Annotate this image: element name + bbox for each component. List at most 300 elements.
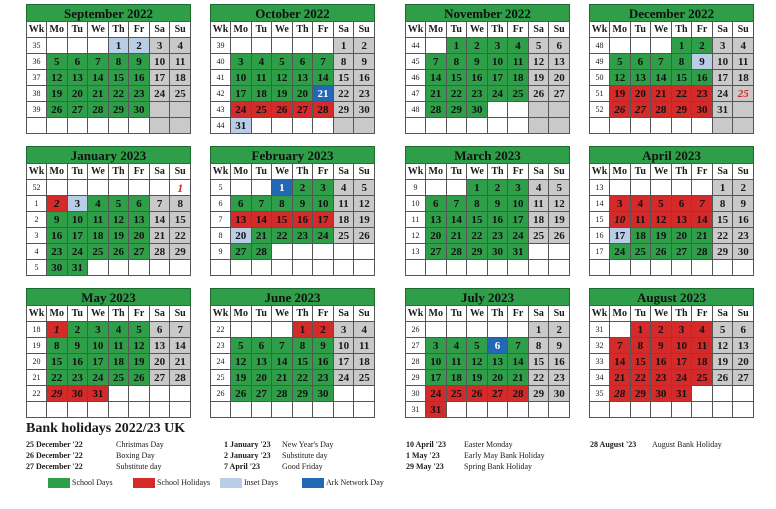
day-cell: [129, 196, 150, 212]
month-calendar: [405, 4, 570, 134]
day-number: 6: [299, 55, 306, 68]
week-number: 48: [590, 38, 610, 54]
day-cell: [712, 244, 733, 260]
week-number: 34: [590, 370, 610, 386]
bank-holiday-row: [26, 439, 164, 450]
day-cell: [630, 244, 651, 260]
day-cell: [292, 322, 313, 338]
day-cell: [67, 244, 88, 260]
day-number: 14: [430, 71, 442, 84]
weekday-header: Tu: [251, 164, 272, 180]
week-number: 9: [211, 244, 231, 260]
day-cell: [292, 228, 313, 244]
week-number: 39: [211, 38, 231, 54]
day-cell: [333, 38, 354, 54]
day-number: 20: [737, 355, 749, 368]
weekday-header: We: [272, 306, 293, 322]
week-row: [406, 180, 570, 196]
bank-holiday-date: 28 August '23: [590, 440, 637, 449]
day-cell: [630, 102, 651, 118]
day-cell: [610, 322, 631, 338]
day-cell: [88, 86, 109, 102]
day-number: 6: [494, 339, 501, 352]
day-cell: [671, 370, 692, 386]
legend-swatch: [133, 478, 155, 488]
day-number: 19: [614, 87, 626, 100]
day-cell: [712, 338, 733, 354]
day-cell: [231, 370, 252, 386]
month-calendar: [589, 288, 754, 418]
day-number: 13: [71, 71, 83, 84]
day-number: 22: [296, 371, 308, 384]
day-number: 12: [717, 339, 729, 352]
day-cell: [251, 38, 272, 54]
day-number: 27: [235, 245, 247, 258]
day-cell: [733, 402, 754, 418]
week-row: [590, 102, 754, 118]
day-number: 13: [296, 71, 308, 84]
day-number: 24: [491, 87, 503, 100]
day-number: 28: [614, 387, 626, 400]
day-number: 26: [276, 103, 288, 116]
day-number: 4: [340, 181, 347, 194]
weekday-header: Sa: [712, 306, 733, 322]
day-cell: [487, 260, 508, 276]
day-number: 30: [358, 103, 370, 116]
day-number: 30: [696, 103, 708, 116]
day-cell: [67, 86, 88, 102]
day-cell: [129, 212, 150, 228]
day-cell: [692, 212, 713, 228]
day-cell: [549, 86, 570, 102]
week-row: [590, 370, 754, 386]
legend-item: [133, 478, 210, 488]
day-number: 4: [740, 39, 746, 52]
week-row: [27, 338, 191, 354]
weekday-header: We: [88, 306, 109, 322]
weekday-header: Sa: [149, 22, 170, 38]
day-cell: [733, 196, 754, 212]
day-number: 17: [235, 87, 247, 100]
day-number: 17: [675, 355, 687, 368]
day-cell: [272, 260, 293, 276]
day-cell: [426, 402, 447, 418]
day-cell: [170, 370, 191, 386]
week-number: 39: [27, 102, 47, 118]
weekday-header: Mo: [426, 22, 447, 38]
day-number: 27: [491, 387, 503, 400]
day-cell: [67, 322, 88, 338]
day-number: 17: [614, 229, 626, 242]
day-cell: [108, 386, 129, 402]
day-cell: [528, 118, 549, 134]
day-number: 6: [136, 197, 142, 210]
weekday-header: Tu: [630, 164, 651, 180]
day-cell: [272, 118, 293, 134]
day-cell: [692, 102, 713, 118]
day-cell: [528, 212, 549, 228]
day-cell: [528, 244, 549, 260]
week-number: 40: [211, 54, 231, 70]
day-number: 22: [112, 87, 124, 100]
day-cell: [251, 386, 272, 402]
bank-holiday-name: Substitute day: [116, 462, 162, 471]
day-number: 21: [614, 371, 626, 384]
day-cell: [354, 196, 375, 212]
day-number: 31: [675, 387, 687, 400]
day-cell: [47, 118, 68, 134]
day-cell: [67, 228, 88, 244]
bank-holiday-date: 2 January '23: [224, 451, 271, 460]
day-cell: [231, 338, 252, 354]
day-cell: [170, 86, 191, 102]
week-number: 31: [590, 322, 610, 338]
day-number: 18: [174, 71, 186, 84]
week-row: [27, 180, 191, 196]
day-cell: [426, 54, 447, 70]
day-number: 5: [238, 339, 244, 352]
day-cell: [508, 196, 529, 212]
weekday-header: Mo: [47, 164, 68, 180]
week-number: 50: [590, 70, 610, 86]
day-cell: [426, 212, 447, 228]
day-number: 16: [358, 71, 370, 84]
day-number: 3: [433, 339, 439, 352]
day-number: 9: [556, 339, 562, 352]
week-number: 5: [27, 260, 47, 276]
day-number: 11: [113, 339, 124, 352]
month-calendar: [589, 4, 754, 134]
day-cell: [272, 228, 293, 244]
day-cell: [313, 354, 334, 370]
day-cell: [651, 370, 672, 386]
day-cell: [446, 260, 467, 276]
day-cell: [292, 180, 313, 196]
day-number: 18: [696, 355, 708, 368]
day-number: 12: [471, 355, 483, 368]
day-number: 6: [156, 323, 163, 336]
day-number: 21: [276, 371, 288, 384]
day-cell: [313, 180, 334, 196]
day-number: 1: [474, 181, 480, 194]
day-cell: [313, 38, 334, 54]
day-number: 14: [614, 355, 626, 368]
day-cell: [610, 386, 631, 402]
day-number: 19: [655, 229, 667, 242]
weekday-header: Su: [354, 306, 375, 322]
day-cell: [712, 212, 733, 228]
day-number: 19: [533, 71, 545, 84]
day-number: 8: [453, 55, 460, 68]
day-number: 13: [737, 339, 749, 352]
week-number: 44: [406, 38, 426, 54]
day-number: 25: [174, 87, 186, 100]
week-row: [590, 354, 754, 370]
day-cell: [651, 386, 672, 402]
day-number: 8: [637, 339, 644, 352]
day-cell: [292, 118, 313, 134]
day-cell: [692, 54, 713, 70]
day-number: 13: [133, 213, 145, 226]
day-cell: [651, 86, 672, 102]
day-number: 9: [494, 197, 501, 210]
day-cell: [671, 102, 692, 118]
day-number: 7: [258, 197, 265, 210]
weekday-header: Su: [549, 306, 570, 322]
month-title: August 2023: [589, 288, 754, 305]
weekday-header: Th: [108, 306, 129, 322]
day-cell: [231, 70, 252, 86]
day-cell: [333, 212, 354, 228]
day-number: 22: [174, 229, 186, 242]
week-row: [590, 38, 754, 54]
day-cell: [610, 180, 631, 196]
day-cell: [354, 180, 375, 196]
day-cell: [487, 54, 508, 70]
day-number: 29: [533, 387, 545, 400]
day-cell: [170, 196, 191, 212]
day-cell: [170, 354, 191, 370]
day-number: 8: [719, 197, 726, 210]
day-cell: [487, 86, 508, 102]
day-number: 20: [296, 87, 308, 100]
day-number: 10: [92, 339, 104, 352]
day-cell: [313, 118, 334, 134]
day-number: 11: [174, 55, 186, 68]
weekday-header: Su: [170, 306, 191, 322]
weekday-header: Fr: [313, 306, 334, 322]
day-cell: [712, 386, 733, 402]
week-number: 21: [27, 370, 47, 386]
month-title: November 2022: [405, 4, 570, 21]
day-number: 23: [471, 87, 483, 100]
week-row: [211, 196, 375, 212]
day-cell: [671, 196, 692, 212]
month-title: June 2023: [210, 288, 375, 305]
day-cell: [446, 338, 467, 354]
day-number: 21: [255, 229, 267, 242]
day-cell: [528, 338, 549, 354]
day-number: 30: [553, 387, 565, 400]
day-number: 31: [717, 103, 729, 116]
week-row: [27, 386, 191, 402]
day-number: 28: [276, 387, 288, 400]
day-cell: [272, 370, 293, 386]
week-row: [590, 180, 754, 196]
day-cell: [108, 212, 129, 228]
day-cell: [630, 70, 651, 86]
day-cell: [467, 370, 488, 386]
legend-label: School Holidays: [157, 478, 211, 487]
day-cell: [467, 354, 488, 370]
day-cell: [67, 212, 88, 228]
day-number: 23: [553, 371, 565, 384]
weekday-header: Th: [292, 306, 313, 322]
day-cell: [149, 322, 170, 338]
day-cell: [508, 180, 529, 196]
day-number: 16: [133, 71, 145, 84]
day-number: 12: [655, 213, 667, 226]
day-cell: [149, 38, 170, 54]
day-number: 19: [717, 355, 729, 368]
bank-holiday-row: [406, 461, 545, 472]
day-number: 4: [515, 39, 521, 52]
day-cell: [446, 86, 467, 102]
day-cell: [47, 386, 68, 402]
week-number: [590, 118, 610, 134]
day-cell: [170, 260, 191, 276]
day-number: 8: [299, 339, 306, 352]
day-number: 24: [614, 245, 626, 258]
day-number: 26: [717, 371, 729, 384]
weekday-header: Fr: [508, 306, 529, 322]
day-cell: [272, 354, 293, 370]
day-number: 10: [491, 55, 503, 68]
day-number: 14: [154, 213, 166, 226]
day-cell: [446, 102, 467, 118]
day-number: 24: [338, 371, 350, 384]
day-cell: [149, 102, 170, 118]
bank-holiday-name: Christmas Day: [116, 440, 164, 449]
day-cell: [88, 322, 109, 338]
day-cell: [354, 338, 375, 354]
day-number: 16: [471, 71, 483, 84]
day-number: 25: [696, 371, 708, 384]
weekday-header: Wk: [406, 306, 426, 322]
week-number: 27: [406, 338, 426, 354]
day-cell: [651, 322, 672, 338]
day-number: 27: [553, 87, 565, 100]
day-cell: [692, 70, 713, 86]
day-cell: [47, 102, 68, 118]
week-row: [27, 102, 191, 118]
day-cell: [231, 38, 252, 54]
day-number: 29: [174, 245, 186, 258]
week-row: [211, 102, 375, 118]
day-number: 13: [430, 213, 442, 226]
weekday-header: Mo: [231, 306, 252, 322]
day-number: 11: [92, 213, 104, 226]
day-number: 31: [430, 403, 442, 416]
day-number: 12: [112, 213, 124, 226]
weekday-header: Th: [108, 164, 129, 180]
weekday-header: Su: [170, 22, 191, 38]
month-title: March 2023: [405, 146, 570, 163]
month-calendar: [405, 288, 570, 418]
day-number: 21: [92, 87, 104, 100]
week-number: 13: [406, 244, 426, 260]
day-number: 10: [430, 355, 442, 368]
bank-holiday-row: [406, 450, 545, 461]
day-number: 22: [533, 371, 545, 384]
day-number: 4: [637, 197, 644, 210]
day-number: 6: [433, 197, 439, 210]
day-number: 20: [133, 229, 145, 242]
day-number: 9: [74, 339, 81, 352]
day-number: 7: [617, 339, 623, 352]
day-cell: [692, 180, 713, 196]
day-cell: [508, 244, 529, 260]
day-cell: [549, 338, 570, 354]
day-cell: [313, 338, 334, 354]
day-number: 27: [634, 103, 646, 116]
day-cell: [712, 354, 733, 370]
day-cell: [692, 354, 713, 370]
day-cell: [354, 70, 375, 86]
week-number: 28: [406, 354, 426, 370]
month-calendar: [405, 146, 570, 276]
day-cell: [692, 244, 713, 260]
day-number: 24: [92, 371, 104, 384]
week-row: [27, 118, 191, 134]
day-cell: [231, 212, 252, 228]
week-number: 47: [406, 86, 426, 102]
month-calendar: [26, 288, 191, 418]
week-row: [211, 180, 375, 196]
week-number: 17: [590, 244, 610, 260]
weekday-header: Fr: [313, 164, 334, 180]
day-cell: [508, 354, 529, 370]
day-number: 19: [553, 213, 565, 226]
week-number: 38: [27, 86, 47, 102]
day-cell: [333, 402, 354, 418]
day-number: 8: [54, 339, 60, 352]
day-number: 8: [678, 55, 685, 68]
week-number: 19: [27, 338, 47, 354]
day-number: 30: [133, 103, 145, 116]
week-number: [211, 402, 231, 418]
day-cell: [333, 118, 354, 134]
week-number: [406, 260, 426, 276]
day-cell: [426, 244, 447, 260]
day-number: 28: [512, 387, 524, 400]
day-number: 5: [617, 55, 623, 68]
week-row: [27, 54, 191, 70]
day-number: 31: [235, 119, 247, 132]
day-cell: [251, 180, 272, 196]
week-row: [211, 38, 375, 54]
day-cell: [313, 370, 334, 386]
day-cell: [88, 260, 109, 276]
day-cell: [149, 386, 170, 402]
day-cell: [630, 196, 651, 212]
day-number: 28: [255, 245, 267, 258]
day-cell: [251, 322, 272, 338]
day-cell: [712, 180, 733, 196]
day-cell: [446, 370, 467, 386]
day-number: 29: [471, 245, 483, 258]
day-number: 5: [719, 323, 726, 336]
day-cell: [292, 70, 313, 86]
day-number: 26: [133, 371, 145, 384]
day-number: 30: [51, 261, 63, 274]
day-number: 3: [494, 39, 501, 52]
day-number: 15: [533, 355, 545, 368]
day-cell: [651, 70, 672, 86]
week-number: 25: [211, 370, 231, 386]
day-cell: [549, 228, 570, 244]
day-number: 13: [675, 213, 687, 226]
day-cell: [272, 322, 293, 338]
week-row: [590, 338, 754, 354]
weekday-header: Mo: [610, 22, 631, 38]
day-cell: [630, 38, 651, 54]
day-cell: [231, 196, 252, 212]
day-cell: [67, 118, 88, 134]
day-number: 7: [453, 197, 460, 210]
day-number: 9: [474, 55, 480, 68]
weekday-header: Tu: [446, 164, 467, 180]
